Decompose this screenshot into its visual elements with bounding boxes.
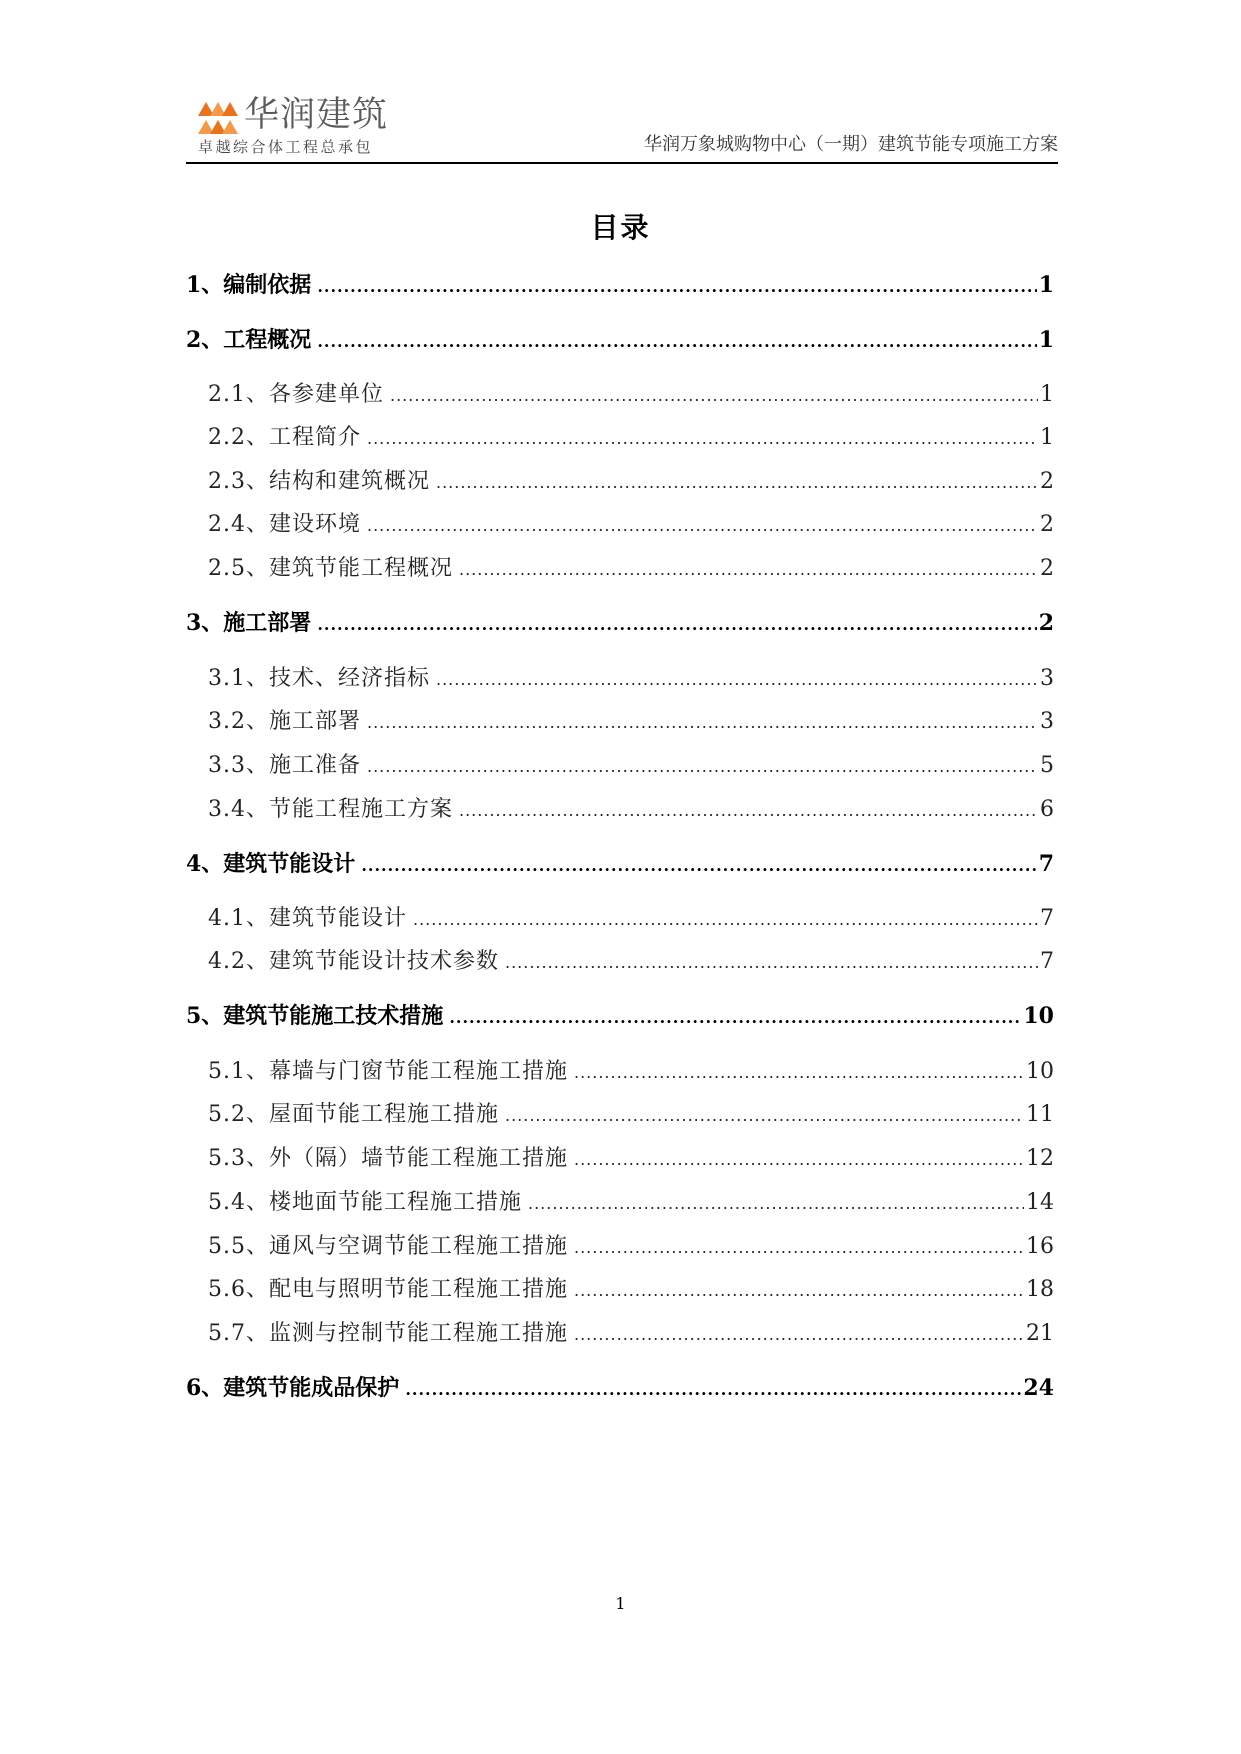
toc-entry-section[interactable] [186,1141,1054,1173]
toc-entry-chapter[interactable] [186,268,1054,300]
toc-entry-page-number: 2 [1040,512,1054,537]
toc-entry-label: 4.1、建筑节能设计 [208,906,407,931]
toc-entry-page-number: 18 [1026,1277,1054,1302]
toc-entry-section[interactable] [186,901,1054,933]
page-number: 1 [615,1594,626,1613]
document-title: 华润万象城购物中心（一期）建筑节能专项施工方案 [644,134,1058,155]
toc-entry-label: 2.5、建筑节能工程概况 [208,556,453,581]
toc-entry-section[interactable] [186,748,1054,780]
toc-dot-leader [505,1106,1024,1125]
toc-entry-section[interactable] [186,1272,1054,1304]
toc-dot-leader [361,856,1036,875]
toc-entry-label: 3.1、技术、经济指标 [208,666,430,691]
toc-entry-chapter[interactable] [186,606,1054,638]
toc-entry-label: 5、建筑节能施工技术措施 [186,1003,444,1029]
toc-entry-page-number: 1 [1038,327,1054,353]
toc-entry-chapter[interactable] [186,847,1054,879]
toc-entry-chapter[interactable] [186,323,1054,355]
toc-entry-page-number: 7 [1040,906,1054,931]
toc-entry-label: 4.2、建筑节能设计技术参数 [208,949,499,974]
toc-entry-page-number: 12 [1026,1146,1054,1171]
toc-dot-leader [574,1238,1024,1257]
toc-entry-section[interactable] [186,420,1054,452]
toc-entry-section[interactable] [186,1229,1054,1261]
toc-entry-label: 5.6、配电与照明节能工程施工措施 [208,1277,568,1302]
toc-dot-leader [459,560,1038,579]
toc-dot-leader [436,670,1038,689]
toc-entry-label: 3.2、施工部署 [208,709,361,734]
toc-entry-label: 5.1、幕墙与门窗节能工程施工措施 [208,1059,568,1084]
company-name: 华润建筑 [244,95,389,135]
company-logo-icon [198,96,238,136]
toc-entry-page-number: 14 [1026,1190,1054,1215]
toc-dot-leader [574,1281,1024,1300]
toc-entry-page-number: 10 [1023,1003,1054,1029]
toc-entry-label: 2.4、建设环境 [208,512,361,537]
toc-entry-label: 3、施工部署 [186,610,312,636]
toc-entry-section[interactable] [186,1185,1054,1217]
toc-entry-label: 2.1、各参建单位 [208,382,384,407]
toc-entry-page-number: 21 [1026,1321,1054,1346]
toc-entry-page-number: 7 [1040,949,1054,974]
toc-entry-chapter[interactable] [186,1371,1054,1403]
company-logo [198,92,408,156]
toc-entry-section[interactable] [186,464,1054,496]
toc-entry-label: 2.3、结构和建筑概况 [208,469,430,494]
toc-entry-section[interactable] [186,507,1054,539]
toc-entry-label: 4、建筑节能设计 [186,851,356,877]
toc-dot-leader [405,1380,1021,1399]
toc-entry-page-number: 2 [1038,610,1054,636]
toc-dot-leader [317,277,1036,296]
toc-entry-page-number: 10 [1026,1059,1054,1084]
toc-dot-leader [367,516,1038,535]
toc-entry-section[interactable] [186,792,1054,824]
toc-entry-page-number: 11 [1026,1102,1054,1127]
company-slogan: 卓越综合体工程总承包 [198,138,374,156]
page-header [186,92,1058,164]
toc-entry-page-number: 3 [1040,709,1054,734]
toc-entry-label: 5.3、外（隔）墙节能工程施工措施 [208,1146,568,1171]
toc-entry-page-number: 3 [1040,666,1054,691]
toc-entry-section[interactable] [186,704,1054,736]
toc-dot-leader [367,429,1038,448]
toc-entry-section[interactable] [186,661,1054,693]
toc-entry-page-number: 2 [1040,469,1054,494]
toc-dot-leader [317,615,1036,634]
toc-entry-label: 1、编制依据 [186,272,312,298]
toc-entry-label: 5.7、监测与控制节能工程施工措施 [208,1321,568,1346]
toc-entry-chapter[interactable] [186,999,1054,1031]
toc-entry-page-number: 1 [1040,382,1054,407]
toc-entry-section[interactable] [186,944,1054,976]
toc-entry-page-number: 6 [1040,797,1054,822]
toc-entry-page-number: 16 [1026,1234,1054,1259]
toc-entry-label: 2.2、工程简介 [208,425,361,450]
toc-entry-page-number: 5 [1040,753,1054,778]
toc-entry-page-number: 2 [1040,556,1054,581]
toc-dot-leader [367,757,1038,776]
toc-dot-leader [436,473,1038,492]
toc-dot-leader [459,801,1038,820]
toc-heading: 目录 [590,211,651,244]
toc-entry-label: 5.2、屋面节能工程施工措施 [208,1102,499,1127]
toc-dot-leader [528,1194,1024,1213]
toc-entry-page-number: 7 [1038,851,1054,877]
toc-entry-page-number: 24 [1023,1375,1054,1401]
toc-dot-leader [449,1008,1021,1027]
toc-entry-section[interactable] [186,551,1054,583]
toc-entry-label: 2、工程概况 [186,327,312,353]
toc-dot-leader [390,386,1038,405]
toc-dot-leader [574,1063,1024,1082]
toc-dot-leader [367,713,1038,732]
toc-dot-leader [574,1325,1024,1344]
toc-entry-section[interactable] [186,377,1054,409]
toc-entry-section[interactable] [186,1316,1054,1348]
toc-entry-label: 5.5、通风与空调节能工程施工措施 [208,1234,568,1259]
toc-dot-leader [574,1150,1024,1169]
toc-entry-label: 3.3、施工准备 [208,753,361,778]
toc-entry-label: 6、建筑节能成品保护 [186,1375,400,1401]
toc-entry-label: 3.4、节能工程施工方案 [208,797,453,822]
toc-entry-page-number: 1 [1040,425,1054,450]
toc-dot-leader [317,332,1036,351]
toc-dot-leader [413,910,1038,929]
toc-entry-page-number: 1 [1038,272,1054,298]
toc-entry-label: 5.4、楼地面节能工程施工措施 [208,1190,522,1215]
toc-dot-leader [505,953,1038,972]
toc-entry-section[interactable] [186,1054,1054,1086]
toc-entry-section[interactable] [186,1097,1054,1129]
